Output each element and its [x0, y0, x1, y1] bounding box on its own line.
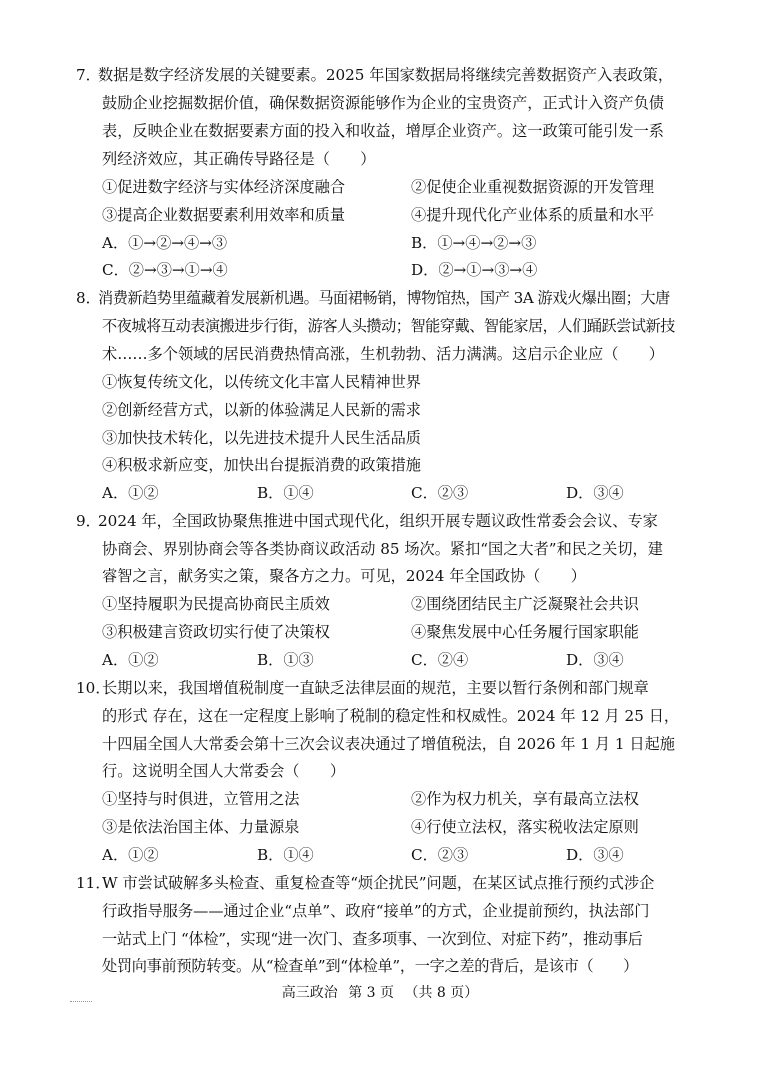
answer-choice: A．①②: [102, 651, 159, 669]
statement-item: ③加快技术转化，以先进技术提升人民生活品质: [102, 429, 421, 447]
question-stem-line: 一站式上门 “体检”，实现“进一次门、查多项事、一次到位、对症下药”，推动事后: [102, 930, 643, 948]
statement-item: ③积极建言资政切实行使了决策权: [102, 623, 330, 641]
answer-choice: B．①④: [257, 846, 314, 864]
question-number: 10．: [76, 679, 111, 697]
statement-item: ②围绕团结民主广泛凝聚社会共识: [411, 595, 639, 613]
answer-choice: A．①→②→④→③: [102, 234, 228, 252]
question-number: 11．: [76, 874, 111, 892]
answer-choice: D．③④: [566, 846, 624, 864]
question-stem-line: 列经济效应，其正确传导路径是（ ）: [102, 150, 376, 168]
answer-choice: C．②③: [411, 846, 469, 864]
answer-choice: C．②③: [411, 484, 469, 502]
question-stem-line: 处罚向事前预防转变。从“检查单”到“体检单”，一字之差的背后，是该市（ ）: [102, 957, 639, 975]
statement-item: ①促进数字经济与实体经济深度融合: [102, 178, 345, 196]
question-stem-line: 十四届全国人大常委会第十三次会议表决通过了增值税法，自 2026 年 1 月 1 日起施: [102, 735, 675, 753]
statement-item: ③提高企业数据要素利用效率和质量: [102, 206, 345, 224]
answer-choice: B．①④: [257, 484, 314, 502]
page-footer: [0, 983, 760, 1003]
question-stem-line: 数据是数字经济发展的关键要素。2025 年国家数据局将继续完善数据资产入表政策，: [98, 66, 674, 84]
statement-item: ①坚持履职为民提高协商民主质效: [102, 595, 330, 613]
statement-item: ④积极求新应变，加快出台提振消费的政策措施: [102, 456, 421, 474]
statement-item: ①坚持与时俱进，立管用之法: [102, 790, 300, 808]
statement-item: ③是依法治国主体、力量源泉: [102, 818, 300, 836]
question-stem-line: 消费新趋势里蕴藏着发展新机遇。马面裙畅销，博物馆热，国产 3A 游戏火爆出圈；大唐: [98, 289, 670, 307]
question-stem-line: W 市尝试破解多头检查、重复检查等“烦企扰民”问题，在某区试点推行预约式涉企: [102, 874, 655, 892]
question-stem-line: 2024 年，全国政协聚焦推进中国式现代化，组织开展专题议政性常委会会议、专家: [98, 512, 658, 530]
statement-item: ②创新经营方式，以新的体验满足人民新的需求: [102, 401, 421, 419]
question-stem-line: 表，反映企业在数据要素方面的投入和收益，增厚企业资产。这一政策可能引发一系: [102, 122, 664, 140]
statement-item: ④行使立法权，落实税收法定原则: [411, 818, 639, 836]
statement-item: ②作为权力机关，享有最高立法权: [411, 790, 639, 808]
answer-choice: A．①②: [102, 846, 159, 864]
question-stem-line: 协商会、界别协商会等各类协商议政活动 85 场次。紧扣“国之大者”和民之关切，建: [102, 540, 663, 558]
answer-choice: C．②→③→①→④: [102, 261, 228, 279]
question-stem-line: 行政指导服务——通过企业“点单”、政府“接单”的方式，企业提前预约，执法部门: [102, 902, 650, 920]
question-stem-line: 术……多个领域的居民消费热情高涨，生机勃勃、活力满满。这启示企业应（ ）: [102, 345, 664, 363]
answer-choice: B．①③: [257, 651, 314, 669]
statement-item: ②促使企业重视数据资源的开发管理: [411, 178, 654, 196]
statement-item: ④提升现代化产业体系的质量和水平: [411, 206, 654, 224]
statement-item: ④聚焦发展中心任务履行国家职能: [411, 623, 639, 641]
question-stem-line: 睿智之言，献务实之策，聚各方之力。可见，2024 年全国政协（ ）: [102, 567, 586, 585]
question-stem-line: 鼓励企业挖掘数据价值，确保数据资源能够作为企业的宝贵资产，正式计入资产负债: [102, 94, 664, 112]
answer-choice: B．①→④→②→③: [411, 234, 537, 252]
question-stem-line: 的形式 存在，这在一定程度上影响了税制的稳定性和权威性。2024 年 12 月 25 日，: [102, 707, 680, 725]
footer-subject: 高三政治: [281, 985, 338, 1001]
answer-choice: D．③④: [566, 651, 624, 669]
footer-total-pages: （共 8 页）: [404, 985, 479, 1001]
footer-page-number: 第 3 页: [348, 985, 394, 1001]
question-number: 9．: [76, 512, 101, 530]
question-number: 7．: [76, 66, 101, 84]
question-stem-line: 不夜城将互动表演搬进步行街，游客人头攒动；智能穿戴、智能家居，人们踊跃尝试新技: [102, 317, 675, 335]
question-stem-line: 行。这说明全国人大常委会（ ）: [102, 762, 345, 780]
answer-choice: C．②④: [411, 651, 469, 669]
answer-choice: D．②→①→③→④: [411, 261, 538, 279]
answer-choice: A．①②: [102, 484, 159, 502]
answer-choice: D．③④: [566, 484, 624, 502]
question-stem-line: 长期以来，我国增值税制度一直缺乏法律层面的规范，主要以暂行条例和部门规章: [102, 679, 649, 697]
statement-item: ①恢复传统文化，以传统文化丰富人民精神世界: [102, 373, 421, 391]
question-number: 8．: [76, 289, 101, 307]
